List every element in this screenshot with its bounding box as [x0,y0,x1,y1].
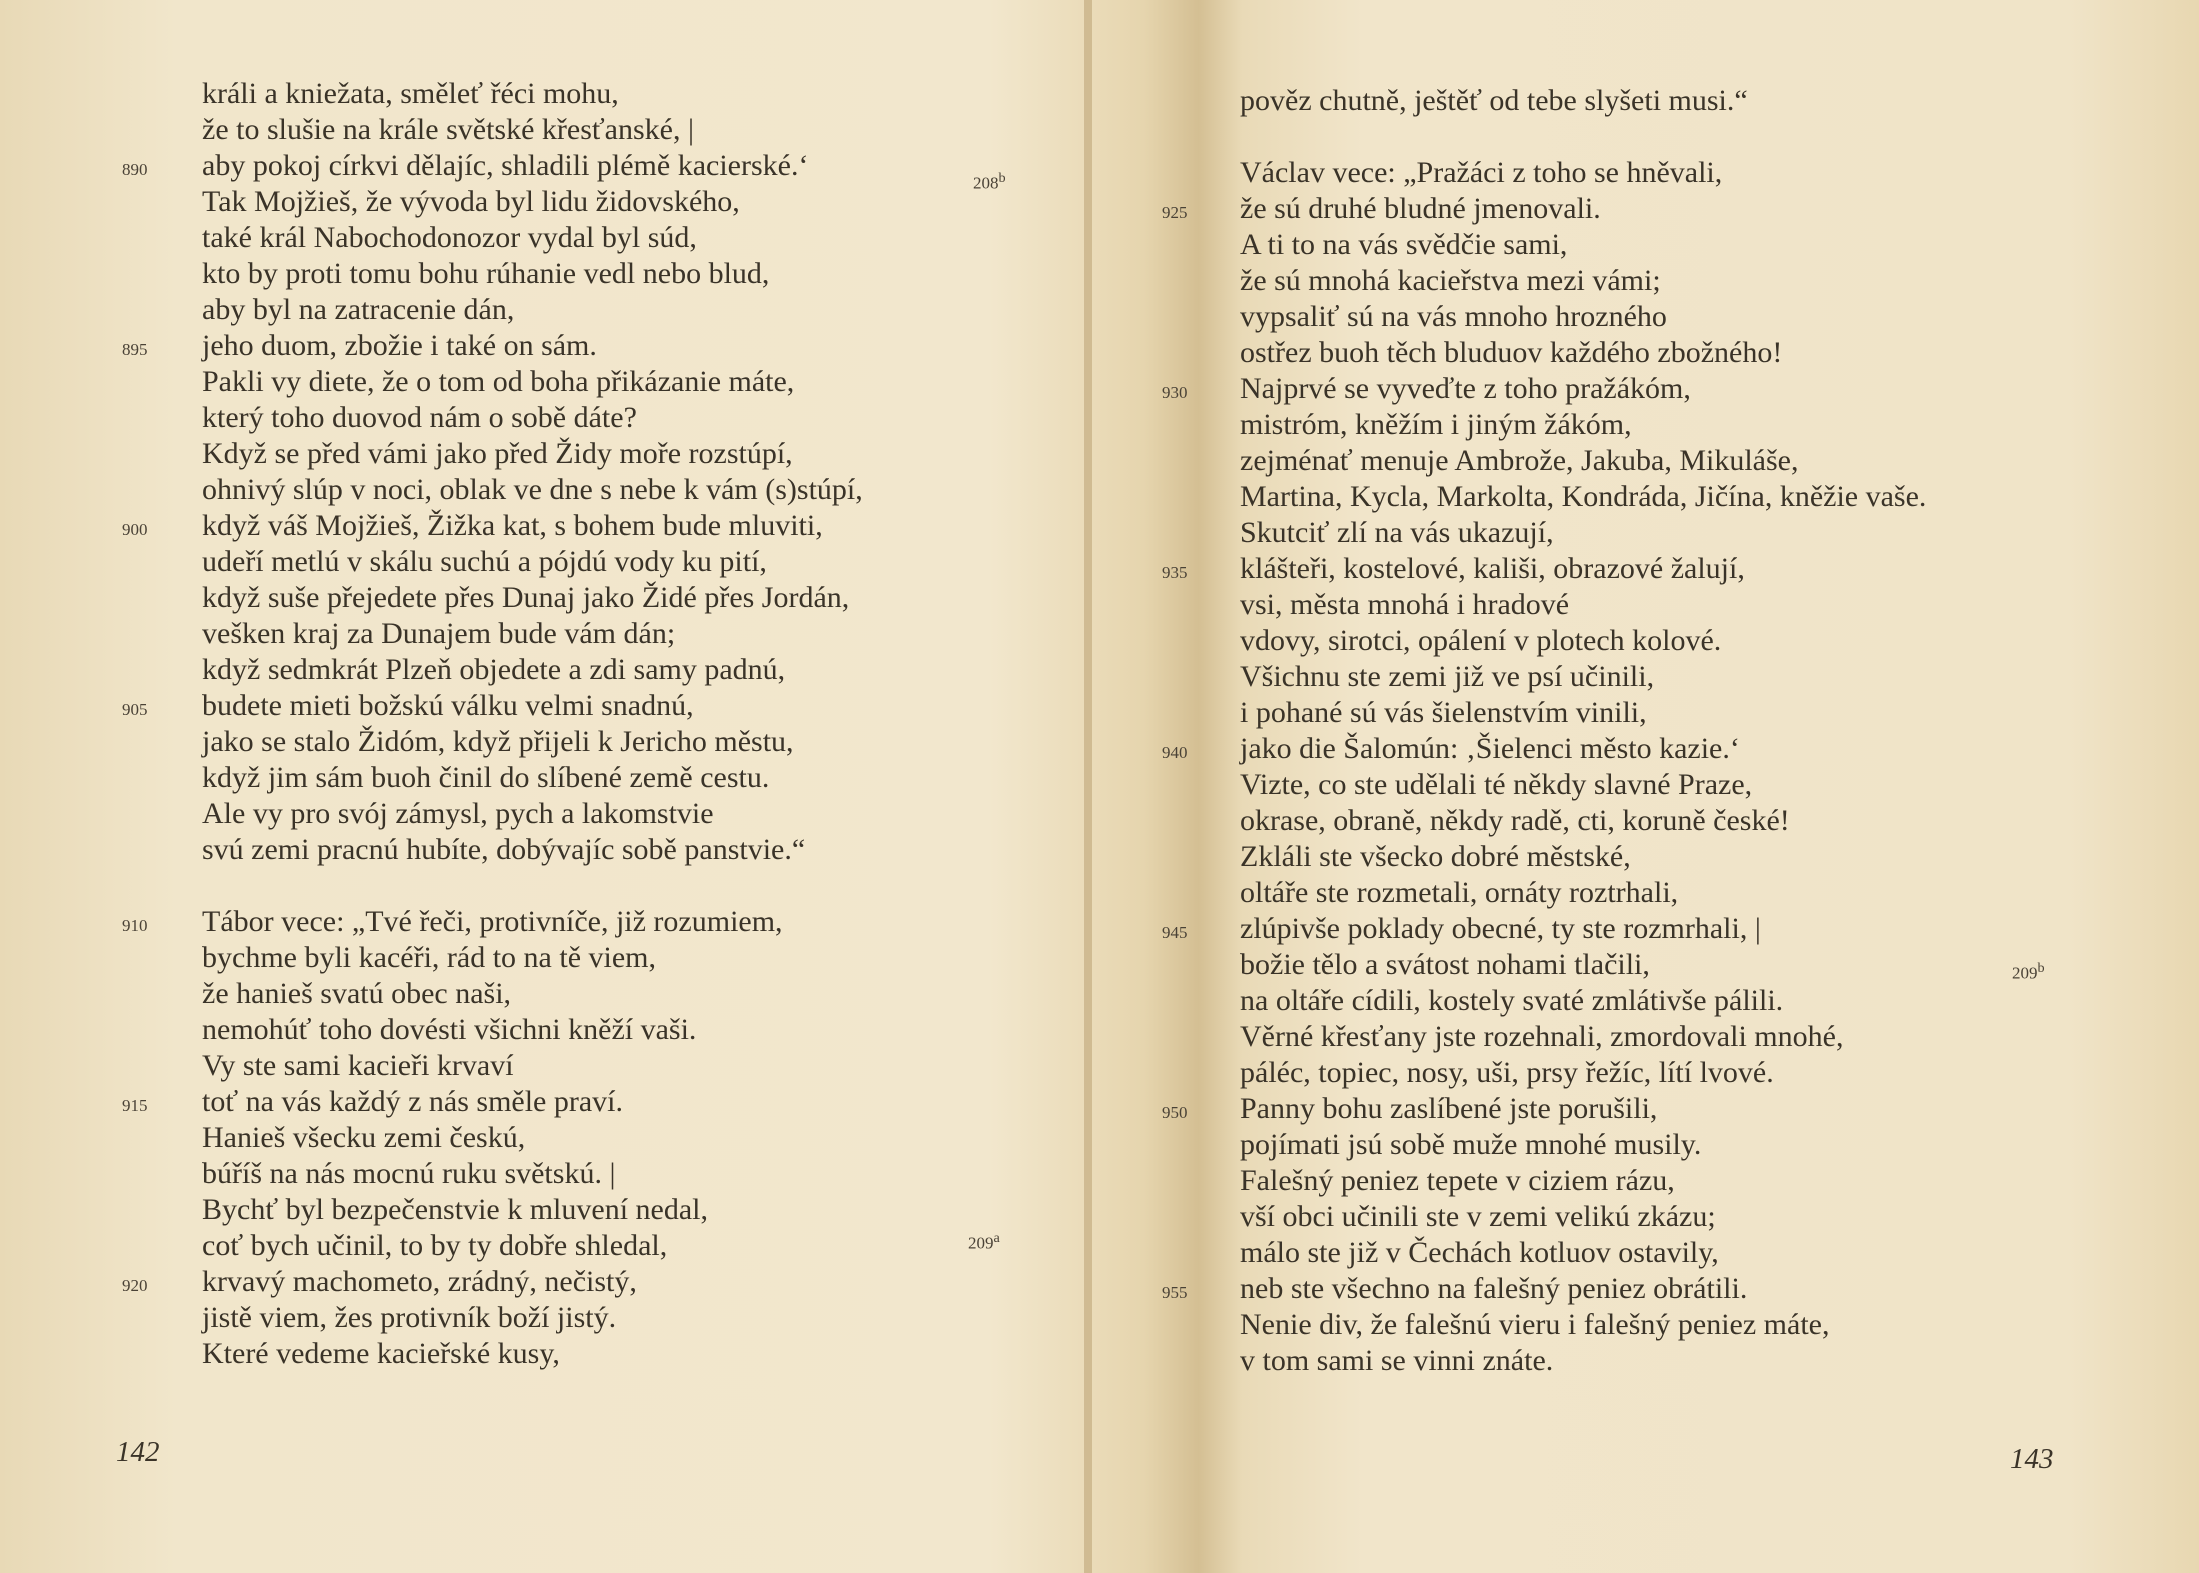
verse-text: když suše přejedete přes Dunaj jako Židé přes Jordán, [202,581,850,614]
verse-text: Hanieš všecku zemi českú, [202,1121,526,1154]
verse-line [122,904,863,940]
verse-text: Bychť byl bezpečenstvie k mluvení nedal, [202,1193,709,1226]
line-number: 895 [122,340,148,359]
stanza-gap [1240,119,1926,155]
verse-text: Které vedeme kacieřské kusy, [202,1337,560,1370]
verse-line [1240,947,1926,983]
line-number: 935 [1162,563,1188,582]
verse-line [1240,1343,1926,1379]
verse-line [1240,515,1926,551]
verse-line [1240,299,1926,335]
verse-line [1240,767,1926,803]
verse-text: Martina, Kycla, Markolta, Kondráda, Jičína, kněžie vaše. [1240,480,1927,513]
verse-line [202,112,863,148]
verse-line [202,76,863,112]
verse-text: okrase, obraně, někdy radě, cti, koruně české! [1240,804,1790,837]
verse-text: budete mieti božskú válku velmi snadnú, [202,689,694,722]
verse-text: mistróm, kněžím i jiným žákóm, [1240,408,1632,441]
verse-text: Najprvé se vyveďte z toho pražákóm, [1240,372,1691,405]
verse-text: králi a kniežata, směleť řéci mohu, [202,77,619,110]
verse-line [1240,155,1926,191]
verse-line [1240,479,1926,515]
verse-text: vypsaliť sú na vás mnoho hrozného [1240,300,1667,333]
verse-line [1240,1055,1926,1091]
verse-text: jako se stalo Židóm, když přijeli k Jericho městu, [202,725,794,758]
verse-line [1240,623,1926,659]
verse-line [202,580,863,616]
verse-line [202,364,863,400]
line-number: 950 [1162,1103,1188,1122]
verse-text: když sedmkrát Plzeň objedete a zdi samy padnú, [202,653,786,686]
verse-text: že to slušie na krále světské křesťanské, | [202,113,694,146]
line-number: 915 [122,1096,148,1115]
verse-line [202,220,863,256]
verse-line [122,1264,863,1300]
verse-text: Vy ste sami kacieři krvaví [202,1049,514,1082]
verse-text: búříš na nás mocnú ruku světskú. | [202,1157,616,1190]
verse-line [202,616,863,652]
line-number: 925 [1162,203,1188,222]
verse-text: pověz chutně, ještěť od tebe slyšeti musi.“ [1240,84,1748,117]
line-number: 905 [122,700,148,719]
verse-line [202,544,863,580]
verse-line [202,976,863,1012]
verse-line [1240,1163,1926,1199]
verse-line [1240,83,1926,119]
verse-text: pojímati jsú sobě muže mnohé musily. [1240,1128,1702,1161]
line-number: 890 [122,160,148,179]
verse-text: Všichnu ste zemi již ve psí učinili, [1240,660,1655,693]
verse-text: také král Nabochodonozor vydal byl súd, [202,221,697,254]
verse-line [202,184,863,220]
verse-text: vší obci učinili ste v zemi velikú zkázu; [1240,1200,1716,1233]
line-number: 945 [1162,923,1188,942]
verse-text: Tábor vece: „Tvé řeči, protivníče, již rozumiem, [202,905,783,938]
verse-text: coť bych učinil, to by ty dobře shledal, [202,1229,668,1262]
verse-line [202,832,863,868]
verse-text: když jim sám buoh činil do slíbené země cestu. [202,761,770,794]
verse-text: že hanieš svatú obec naši, [202,977,512,1010]
stanza-gap [202,868,863,904]
verse-text: Nenie div, že falešnú vieru i falešný peniez máte, [1240,1308,1830,1341]
verse-text: vsi, města mnohá i hradové [1240,588,1570,621]
line-number: 930 [1162,383,1188,402]
verse-line [202,760,863,796]
verse-line [202,724,863,760]
verse-line [122,148,863,184]
left-page [0,0,1086,1573]
line-number: 940 [1162,743,1188,762]
verse-line [202,1120,863,1156]
verse-line [1240,1307,1926,1343]
verse-text: jako die Šalomún: ‚Šielenci město kazie.‘ [1240,732,1740,765]
verse-line [1240,1199,1926,1235]
verse-line [1240,659,1926,695]
verse-text: bychme byli kacéři, rád to na tě viem, [202,941,656,974]
verse-text: nemohúť toho dovésti všichni kněží vaši. [202,1013,697,1046]
verse-text: když váš Mojžieš, Žižka kat, s bohem bude mluviti, [202,509,823,542]
verse-line [202,292,863,328]
verse-line [202,1336,863,1372]
verse-text: oltáře ste rozmetali, ornáty roztrhali, [1240,876,1679,909]
line-number: 910 [122,916,148,935]
verse-text: ostřez buoh těch bluduov každého zbožného! [1240,336,1783,369]
verse-line [1162,731,1926,767]
verse-line [202,1228,863,1264]
verse-line [202,940,863,976]
verse-text: že sú mnohá kacieřstva mezi vámi; [1240,264,1661,297]
verse-text: Ale vy pro svój zámysl, pych a lakomstvie [202,797,714,830]
verse-line [122,508,863,544]
verse-line [1240,983,1926,1019]
verse-line [1240,1235,1926,1271]
verse-line [1240,263,1926,299]
verse-line [1162,371,1926,407]
verse-line [202,796,863,832]
verse-line [1162,1271,1926,1307]
verse-line [1240,1019,1926,1055]
verse-text: vdovy, sirotci, opálení v plotech kolové. [1240,624,1722,657]
verse-text: Panny bohu zaslíbené jste porušili, [1240,1092,1658,1125]
verse-text: neb ste všechno na falešný peniez obrátili. [1240,1272,1748,1305]
verse-line [1240,335,1926,371]
verse-text: jistě viem, žes protivník boží jistý. [202,1301,617,1334]
verse-line [202,1048,863,1084]
verse-text: vešken kraj za Dunajem bude vám dán; [202,617,676,650]
verse-line [1240,587,1926,623]
verse-line [202,400,863,436]
verse-line [202,436,863,472]
verse-line [1240,407,1926,443]
verse-text: zejménať menuje Ambrože, Jakuba, Mikuláše, [1240,444,1799,477]
verse-text: krvavý machometo, zrádný, nečistý, [202,1265,637,1298]
verse-line [202,1156,863,1192]
verse-text: Věrné křesťany jste rozehnali, zmordovali mnohé, [1240,1020,1844,1053]
verse-text: že sú druhé bludné jmenovali. [1240,192,1601,225]
verse-text: na oltáře cídili, kostely svaté zmlátivše pálili. [1240,984,1784,1017]
verse-text: Tak Mojžieš, že vývoda byl lidu židovského, [202,185,740,218]
verse-line [1240,839,1926,875]
verse-text: A ti to na vás svědčie sami, [1240,228,1568,261]
verse-line [1162,191,1926,227]
verse-text: klášteři, kostelové, kališi, obrazové žalují, [1240,552,1745,585]
verse-line [1162,911,1926,947]
verse-text: aby byl na zatracenie dán, [202,293,515,326]
verse-text: páléc, topiec, nosy, uši, prsy řežíc, lítí lvové. [1240,1056,1774,1089]
verse-text: Pakli vy diete, že o tom od boha přikázanie máte, [202,365,795,398]
verse-line [1240,803,1926,839]
verse-line [202,652,863,688]
verse-text: zlúpivše poklady obecné, ty ste rozmrhali, | [1240,912,1761,945]
verse-line [202,256,863,292]
line-number: 920 [122,1276,148,1295]
verse-line [1240,695,1926,731]
page-number: 143 [2010,1443,2054,1475]
verse-text: který toho duovod nám o sobě dáte? [202,401,637,434]
verse-text: aby pokoj církvi dělajíc, shladili plémě kacierské.‘ [202,149,809,182]
verse-text: svú zemi pracnú hubíte, dobývajíc sobě panstvie.“ [202,833,806,866]
folio-marker: 208$^b$ [973,170,1006,193]
verse-line [202,1012,863,1048]
verse-line [122,688,863,724]
line-number: 955 [1162,1283,1188,1302]
verse-line [1240,227,1926,263]
right-verse-block [1162,83,1927,1379]
line-number: 900 [122,520,148,539]
verse-text: udeří metlú v skálu suchú a pójdú vody ku pití, [202,545,767,578]
verse-line [1162,1091,1926,1127]
verse-text: Zkláli ste všecko dobré městské, [1240,840,1631,873]
page-number: 142 [116,1436,160,1468]
verse-line [122,328,863,364]
verse-line [202,1192,863,1228]
verse-text: toť na vás každý z nás směle praví. [202,1085,624,1118]
verse-line [202,472,863,508]
verse-text: božie tělo a svátost nohami tlačili, [1240,948,1650,981]
verse-text: Když se před vámi jako před Židy moře rozstúpí, [202,437,793,470]
verse-line [1240,875,1926,911]
verse-text: v tom sami se vinni znáte. [1240,1344,1554,1377]
verse-line [122,1084,863,1120]
folio-marker: 209$^a$ [968,1230,1000,1253]
verse-text: ohnivý slúp v noci, oblak ve dne s nebe k vám (s)stúpí, [202,473,863,506]
verse-text: málo ste již v Čechách kotluov ostavily, [1240,1236,1719,1269]
verse-text: kto by proti tomu bohu rúhanie vedl nebo blud, [202,257,770,290]
verse-text: Vizte, co ste udělali té někdy slavné Praze, [1240,768,1753,801]
verse-text: i pohané sú vás šielenstvím vinili, [1240,696,1647,729]
verse-text: Skutciť zlí na vás ukazují, [1240,516,1554,549]
folio-marker: 209$^b$ [2012,960,2045,983]
verse-text: Václav vece: „Pražáci z toho se hněvali, [1240,156,1723,189]
verse-line [202,1300,863,1336]
right-page [1092,0,2199,1573]
left-verse-block [122,76,863,1372]
verse-text: Falešný peniez tepete v ciziem rázu, [1240,1164,1675,1197]
verse-line [1162,551,1926,587]
verse-line [1240,1127,1926,1163]
verse-text: jeho duom, zbožie i také on sám. [202,329,597,362]
verse-line [1240,443,1926,479]
